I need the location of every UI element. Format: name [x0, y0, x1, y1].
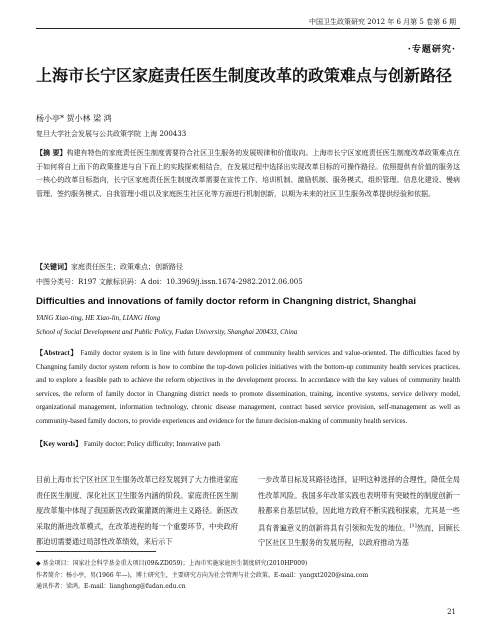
abstract-cn: [36, 146, 460, 201]
citation-ref: [1]: [409, 522, 417, 529]
english-keywords-label: 【Key words】: [36, 440, 83, 448]
keywords-label: 【关键词】: [36, 262, 71, 271]
body-right-text-2: 然而，回顾长宁区社区卫生服务的发展历程，以政府推动为基: [258, 522, 460, 548]
footnote-correspondence: 通讯作者：梁鸿。E-mail：lianghong@fudan.edu.cn: [36, 583, 186, 590]
abstract-label: 【摘 要】: [36, 148, 67, 157]
footnote-author-info: 作者简介：杨小亭，男(1966 年—)，博士研究生，主要研究方向为社会管理与社会政策。E-mail：yangxt2020@sina.com: [36, 571, 369, 579]
english-title: Difficulties and innovations of family doctor reform in Changning district, Shanghai: [36, 296, 417, 307]
keywords-text: 家庭责任医生；政策难点；创新路径: [71, 263, 183, 271]
classification-line: 中图分类号：R197 文献标识码：A doi：10.3969/j.issn.1674-2982.2012.06.005: [36, 278, 303, 286]
english-authors: YANG Xiao-ting, HE Xiao-lin, LIANG Hong: [36, 314, 161, 322]
body-right-text-1: 一步改革目标及其路径选择，证明这种选择的合理性，降低全局性改革风险。我国多年改革实践也表明带有突破性的制度创新一般都来自基层试验，因此地方政府不断实践和探索，尤其是一些具有普遍意义的创新将具有引领和先发的地位。: [258, 475, 460, 532]
footnote-rule: [36, 551, 156, 552]
body-left-column: 目前上海市长宁区社区卫生服务改革已经发展到了大力推进家庭责任医生制度、深化社区卫生服务内涵的阶段。家庭责任医生制度改革集中体现了我国新医改政策灌溉的渐进主义路径。新医改采取的渐进改革模式，在改革进程的每一个重要环节，中央政府都迫切需要通过局部性改革绩效，来后示下: [36, 475, 238, 546]
english-abstract-text: Family doctor system is in line with future development of community health services and value-oriented. The difficulties faced by Changning family doctor system reform is how to combine the top-down policies initiatives with the bottom-up community health services practices, and to explore a feasible path to achieve the reform objectives in the development process. In accordance with the key values of community health services, the reform of family doctor in Changning district needs to promote dissemination, training, incentive systems, service delivery model, organizational management, information technology, chronic disease management, contract based service provision, self-management as well as community-based family doctors, to provide experiences and evidence for the future decision-making of community health services.: [36, 349, 460, 425]
header-rule: [36, 28, 460, 29]
section-tag: ·专题研究·: [407, 45, 456, 55]
abstract-text: 构建有特色的家庭责任医生制度需要符合社区卫生服务的发展规律和价值取向。上海市长宁区家庭责任医生制度改革政策难点在于如何将自上而下的政策推进与自下而上的实践探索相结合，在发展过程中选择出实现改革目标的可操作路径。依照提供有价值的服务这一核心的改革目标指向，长宁区家庭责任医生制度改革需要在宣传工作、培训机制、激励机制、服务模式、组织管理、信息化建设、慢病管理、签约服务模式、自我管理小组以及家庭医生社区化等方面进行机制创新，以期为未来的社区卫生服务改革提供经验和依据。: [36, 149, 461, 198]
article-title: 上海市长宁区家庭责任医生制度改革的政策难点与创新路径: [36, 66, 453, 85]
english-keywords-text: Family doctor; Policy difficulty; Innovative path: [83, 440, 220, 448]
affiliation: 复旦大学社会发展与公共政策学院 上海 200433: [36, 130, 187, 138]
page-number: 21: [447, 608, 456, 616]
english-keywords: [36, 439, 220, 449]
body-right-column: [258, 472, 460, 551]
english-affiliation: School of Social Development and Public Policy, Fudan University, Shanghai 200433, China: [36, 328, 298, 336]
footnote: [36, 558, 460, 593]
footnote-funding: ◆ 基金项目：国家社会科学基金重大项目(09&ZD059)；上海市实施家庭医生制度研究(2010HP009): [36, 560, 308, 567]
english-abstract: [36, 347, 460, 429]
running-head: 中国卫生政策研究 2012 年 6 月第 5 卷第 6 期: [309, 18, 456, 26]
english-abstract-label: 【Abstract】: [36, 349, 79, 357]
authors: 杨小亭* 贺小林 梁 鸿: [36, 114, 112, 123]
keywords-cn: [36, 262, 183, 272]
